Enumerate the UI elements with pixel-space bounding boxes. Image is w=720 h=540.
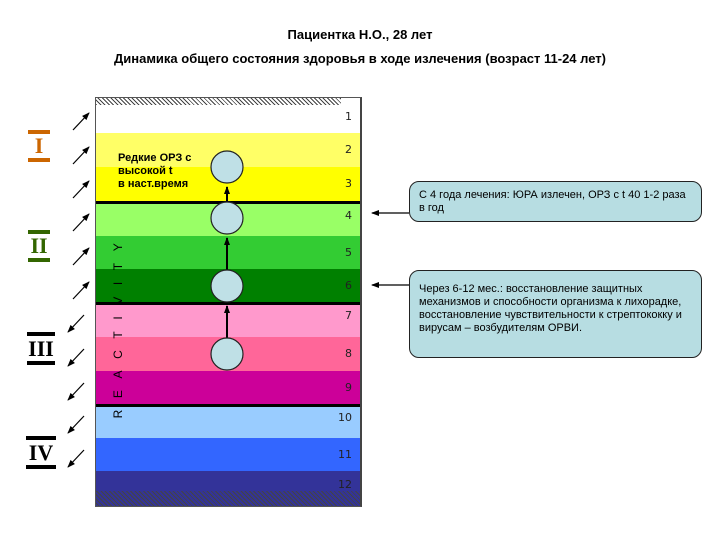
progress-point-band-3	[211, 151, 243, 183]
band-2: 2	[96, 133, 360, 167]
band-8: 8	[96, 337, 360, 371]
band-12: 12	[96, 471, 360, 507]
callout-6-12-months: Через 6-12 мес.: восстановление защитных механизмов и способности организма к лихорадке, восстановление чувствительности к стрептококку и вирусам – возбудителям ОРВИ.	[409, 270, 702, 358]
reactivity-axis-label: REACTIVITY	[111, 231, 125, 419]
band-6: 6	[96, 269, 360, 303]
group-IV-label: IV	[26, 436, 56, 469]
band-3: 3	[96, 167, 360, 203]
progress-point-band-4	[211, 202, 243, 234]
band-9: 9	[96, 371, 360, 405]
band-11: 11	[96, 438, 360, 471]
band-10: 10	[96, 405, 360, 438]
callout-pointers	[372, 213, 409, 285]
worsening-arrows	[68, 315, 84, 467]
note-line-1: Редкие ОРЗ с	[118, 152, 192, 164]
band-4: 4	[96, 203, 360, 236]
band-7: 7	[96, 303, 360, 337]
chart-subtitle: Динамика общего состояния здоровья в ходе излечения (возраст 11-24 лет)	[113, 51, 606, 66]
improving-arrows	[73, 113, 89, 299]
note-line-3: в наст.время	[118, 178, 189, 190]
band-5: 5	[96, 236, 360, 269]
patient-title: Пациентка Н.О., 28 лет	[287, 27, 433, 42]
group-III-label: III	[27, 332, 55, 365]
note-line-2: высокой t	[118, 165, 173, 177]
group-II-label: II	[28, 230, 50, 262]
band-1: 1	[96, 98, 360, 133]
progress-point-band-8	[211, 338, 243, 370]
callout-year-4: С 4 года лечения: ЮРА излечен, ОРЗ с t 40 1-2 раза в год	[409, 181, 702, 222]
progress-point-band-6	[211, 270, 243, 302]
group-I-label: I	[28, 130, 50, 162]
